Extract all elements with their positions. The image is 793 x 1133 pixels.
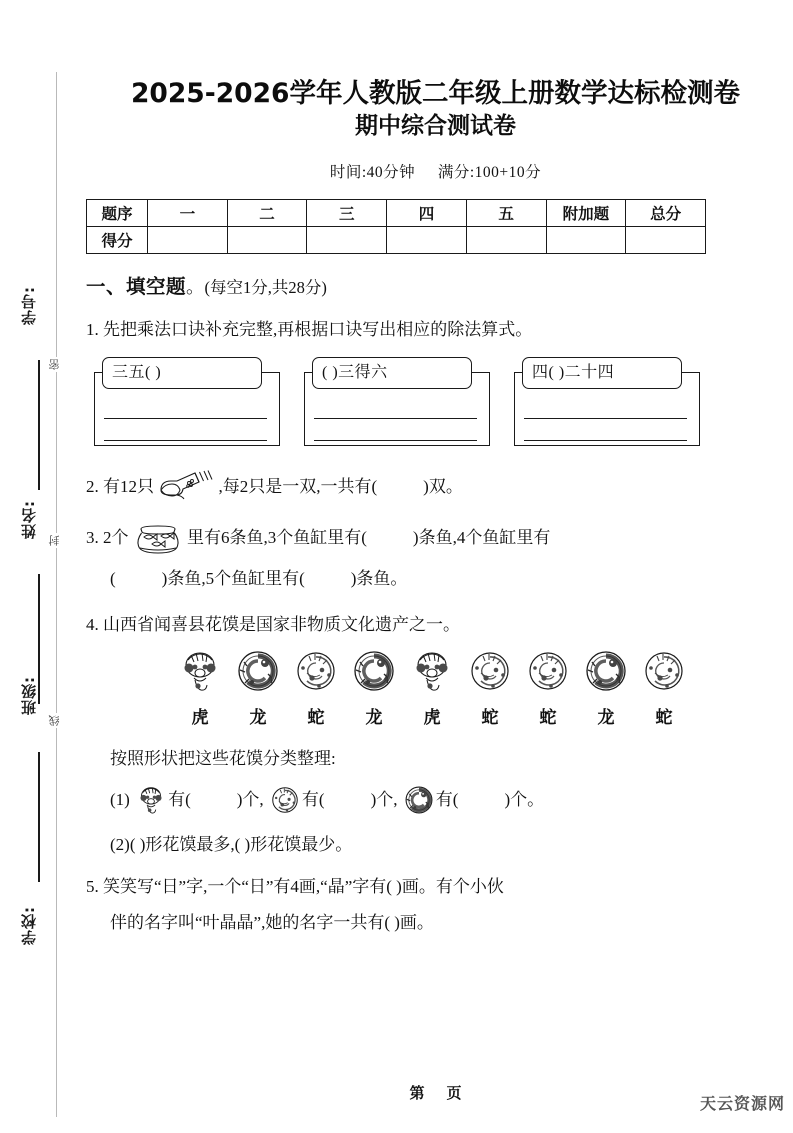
snake-huamo-icon (291, 679, 341, 698)
huamo-figure-3 (290, 648, 342, 731)
margin-label-school: 学校: (20, 906, 38, 945)
score-table-header-1: 一 (148, 200, 228, 227)
score-table-header-0: 题序 (87, 200, 148, 227)
question-3-text-c: )条鱼,4个鱼缸里有 (412, 528, 551, 548)
score-cell-3[interactable] (307, 227, 387, 254)
snake-huamo-icon (523, 679, 573, 698)
page-title: 2025-2026学年人教版二年级上册数学达标检测卷 (130, 78, 740, 109)
huamo-label-5: 虎 (423, 707, 441, 728)
snake-huamo-icon (639, 679, 689, 698)
score-table-header-7: 总分 (626, 200, 706, 227)
score-table (86, 199, 706, 254)
question-4-sub-1-line (86, 785, 775, 817)
huamo-label-8: 龙 (597, 707, 615, 728)
answer-line-2[interactable] (314, 440, 477, 441)
question-4-prompt: 4. 山西省闻喜县花馍是国家非物质文化遗产之一。 (86, 614, 460, 634)
huamo-label-1: 虎 (191, 707, 209, 728)
seal-mark-xian: 线 (47, 713, 65, 728)
huamo-label-2: 龙 (249, 707, 267, 728)
question-2-text-c: )双。 (423, 477, 463, 497)
sub1-text-c: 有( (301, 789, 325, 809)
question-2 (86, 471, 775, 505)
page-prefix: 第 (409, 1084, 425, 1102)
question-3-text-a: 3. 2个 (86, 528, 129, 548)
formula-tab-2[interactable]: ( )三得六 (312, 357, 472, 389)
sock-icon (158, 470, 214, 504)
question-3-text-b: 里有6条鱼,3个鱼缸里有( (187, 528, 367, 548)
sub1-text-f: )个。 (504, 789, 545, 809)
section-period: 。 (186, 278, 205, 299)
exam-total: 满分:100+10分 (437, 164, 542, 182)
question-5-line-2[interactable]: 伴的名字叫“叶晶晶”,她的名字一共有( )画。 (110, 912, 434, 932)
snake-huamo-icon (465, 679, 515, 698)
huamo-label-7: 蛇 (539, 707, 557, 728)
huamo-label-3: 蛇 (307, 707, 325, 728)
seal-margin (0, 0, 78, 1133)
tiger-huamo-icon (134, 784, 168, 816)
margin-label-name: 姓名: (20, 500, 38, 539)
question-2-text-b: ,每2只是一双,一共有( (218, 477, 378, 497)
answer-line-1[interactable] (524, 418, 687, 419)
huamo-figure-5 (406, 648, 458, 731)
huamo-label-4: 龙 (365, 707, 383, 728)
exam-sheet (78, 0, 793, 1133)
dragon-huamo-icon (233, 679, 283, 698)
exam-time: 时间:40分钟 (329, 164, 416, 182)
dragon-huamo-icon (581, 679, 631, 698)
score-table-header-5: 五 (466, 200, 546, 227)
margin-label-class: 班级: (20, 676, 38, 715)
footer-page-number (78, 1082, 793, 1103)
question-3-line2-a: ( (110, 569, 116, 589)
watermark: 天云资源网 (699, 1094, 785, 1113)
score-table-wrapper (78, 182, 793, 254)
margin-rule-student-id (38, 360, 40, 490)
question-3-line2-b: )条鱼,5个鱼缸里有( (161, 569, 305, 589)
score-cell-5[interactable] (466, 227, 546, 254)
question-3-line-2 (86, 565, 775, 593)
huamo-figure-4 (348, 648, 400, 731)
question-1-box-2 (304, 357, 492, 449)
tiger-huamo-icon (407, 679, 457, 698)
question-3-line2-c: )条鱼。 (350, 569, 408, 589)
answer-line-2[interactable] (524, 440, 687, 441)
question-1-box-row (86, 357, 775, 449)
page-subtitle: 期中综合测试卷 (355, 113, 516, 140)
score-cell-4[interactable] (387, 227, 467, 254)
seal-mark-mi: 密 (47, 357, 65, 372)
score-table-header-2: 二 (227, 200, 307, 227)
answer-line-2[interactable] (104, 440, 267, 441)
dragon-huamo-icon (402, 784, 436, 816)
huamo-figure-6 (464, 648, 516, 731)
question-2-text-a: 2. 有12只 (86, 477, 154, 497)
table-row-headers (87, 200, 706, 227)
question-4-sub-2 (86, 831, 775, 859)
question-4-sub-2-line[interactable]: (2)( )形花馍最多,( )形花馍最少。 (110, 834, 353, 854)
huamo-figure-1 (174, 648, 226, 731)
huamo-figure-8 (580, 648, 632, 731)
question-4-sort-prompt: 按照形状把这些花馍分类整理: (110, 749, 336, 769)
question-1 (86, 316, 775, 344)
sub1-number: (1) (110, 789, 130, 809)
score-cell-7[interactable] (626, 227, 706, 254)
question-1-box-1 (94, 357, 282, 449)
sub1-text-e: 有( (435, 789, 459, 809)
question-3 (86, 521, 775, 593)
question-1-prompt: 1. 先把乘法口诀补充完整,再根据口诀写出相应的除法算式。 (86, 319, 533, 339)
section-heading-fill-in-blanks (86, 272, 775, 303)
question-4-sub-1 (86, 785, 775, 817)
section-name: 填空题 (126, 275, 187, 299)
dragon-huamo-icon (349, 679, 399, 698)
sub1-text-b: )个, (236, 789, 264, 809)
huamo-figure-9 (638, 648, 690, 731)
section-number: 一、 (86, 275, 127, 299)
question-4-sort-prompt-wrap (86, 745, 775, 773)
question-4-figure-row (86, 648, 775, 731)
formula-tab-1[interactable]: 三五( ) (102, 357, 262, 389)
snake-huamo-icon (268, 784, 302, 816)
table-row-scores (87, 227, 706, 254)
fishbowl-icon (133, 520, 183, 556)
huamo-label-6: 蛇 (481, 707, 499, 728)
answer-line-1[interactable] (314, 418, 477, 419)
margin-rule-class (38, 752, 40, 882)
margin-label-student-id: 学号: (20, 286, 38, 325)
sub1-text-d: )个, (370, 789, 398, 809)
sub1-text-a: 有( (168, 789, 191, 809)
question-5 (86, 873, 775, 936)
question-5-line-1[interactable]: 5. 笑笑写“日”字,一个“日”有4画,“晶”字有( )画。有个小伙 (86, 877, 504, 897)
score-cell-6[interactable] (546, 227, 626, 254)
score-table-row-label: 得分 (87, 227, 148, 254)
huamo-figure-7 (522, 648, 574, 731)
question-4 (86, 611, 775, 639)
huamo-label-9: 蛇 (655, 707, 673, 728)
tiger-huamo-icon (175, 679, 225, 698)
score-cell-2[interactable] (227, 227, 307, 254)
answer-line-1[interactable] (104, 418, 267, 419)
seal-hairline (56, 72, 57, 1117)
page-suffix: 页 (446, 1084, 462, 1102)
question-2-line (86, 471, 775, 505)
score-cell-1[interactable] (148, 227, 228, 254)
formula-tab-3[interactable]: 四( )二十四 (522, 357, 682, 389)
exam-content (78, 272, 793, 936)
exam-meta (78, 142, 793, 182)
score-table-header-4: 四 (387, 200, 467, 227)
score-table-header-3: 三 (307, 200, 387, 227)
question-3-line-1 (86, 521, 775, 557)
section-points: (每空1分,共28分) (204, 278, 327, 298)
huamo-figure-2 (232, 648, 284, 731)
question-1-box-3 (514, 357, 702, 449)
score-table-header-6: 附加题 (546, 200, 626, 227)
seal-mark-feng: 封 (47, 533, 65, 548)
